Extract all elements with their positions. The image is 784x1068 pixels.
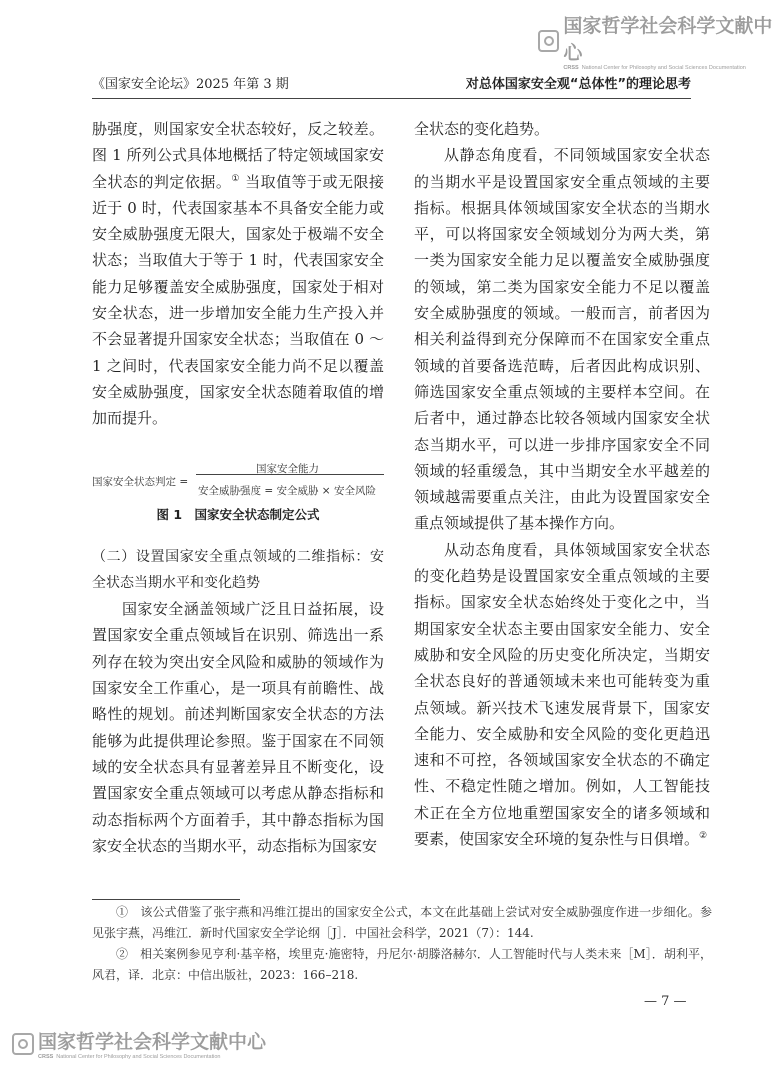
left-column [92, 116, 384, 859]
footnote-2: ② 相关案例参见亨利·基辛格，埃里克·施密特，丹尼尔·胡滕洛赫尔．人工智能时代与人类未来［M］．胡利平，风君，译．北京：中信出版社，2023：166–218. [92, 947, 712, 982]
journal-issue: 《国家安全论坛》2025 年第 3 期 [92, 76, 289, 92]
formula-denominator: 安全威胁强度 = 安全威胁 × 安全风险 [198, 484, 376, 497]
footnote-rule [92, 899, 240, 900]
paragraph: 国家安全涵盖领域广泛且日益拓展，设置国家安全重点领域旨在识别、筛选出一系列存在较为突出安全风险和威胁的领域作为国家安全工作重心，是一项具有前瞻性、战略性的规划。前述判断国家安全状态的方法能够为此提供理论参照。鉴于国家在不同领域的安全状态具有显著差异且不断变化，设置国家安全重点领域可以考虑从静态指标和动态指标两个方面着手，其中静态指标为国家安全状态的当期水平，动态指标为国家安 [92, 600, 384, 855]
logo-name-cn: 国家哲学社会科学文献中心 [38, 1031, 267, 1053]
right-column [414, 116, 710, 852]
page-number: — 7 — [644, 994, 687, 1009]
formula-figure [92, 456, 384, 496]
fraction-bar [196, 474, 384, 475]
paragraph: 全状态的变化趋势。 [414, 120, 550, 138]
article-title: 对总体国家安全观“总体性”的理论思考 [465, 76, 691, 92]
logo-name-cn: 国家哲学社会科学文献中心 [563, 15, 773, 64]
ncpssd-logo-bottom [12, 1027, 266, 1060]
ncpssd-logo-top [538, 11, 784, 71]
ncpssd-logo-icon [538, 30, 559, 52]
logo-name-en: National Center for Philosophy and Social Sciences Documentation [56, 1054, 221, 1060]
formula-lhs: 国家安全状态判定 = [92, 475, 189, 488]
footnote-1: ① 该公式借鉴了张宇燕和冯维江提出的国家安全公式，本文在此基础上尝试对安全威胁强度作进一步细化。参见张宇燕，冯维江．新时代国家安全学论纲［J］．中国社会科学，2021（7）：144. [92, 905, 712, 940]
ncpssd-logo-icon [12, 1033, 34, 1055]
footnote-ref-2[interactable]: ② [699, 831, 708, 842]
paragraph: 从静态角度看，不同领域国家安全状态的当期水平是设置国家安全重点领域的主要指标。根据具体领域国家安全状态的当期水平，可以将国家安全领域划分为两大类，第一类为国家安全能力足以覆盖安全威胁强度的领域，第二类为国家安全能力不足以覆盖安全威胁强度的领域。一般而言，前者因为相关利益得到充分保障而不在国家安全重点领域的首要备选范畴，后者因此构成识别、筛选国家安全重点领域的主要样本空间。在后者中，通过静态比较各领域内国家安全状态当期水平，可以进一步排序国家安全不同领域的轻重缓急，其中当期安全水平越差的领域越需要重点关注，由此为设置国家安全重点领域提供了基本操作方向。 [414, 146, 710, 533]
header-rule [92, 98, 691, 99]
footnotes [92, 902, 712, 986]
footnote-ref-1[interactable]: ① [231, 173, 240, 184]
logo-abbr: CRSS [38, 1054, 54, 1060]
paragraph: 胁强度，则国家安全状态较好，反之较差。图 1 所列公式具体地概括了特定领域国家安全状态的判定依据。① 当取值等于或无限接近于 0 时，代表国家基本不具备安全能力或安全威胁强度无限大，国家处于极端不安全状态；当取值大于等于 1 时，代表国家安全能力足够覆盖安全威胁强度，国家处于相对安全状态，进一步增加安全能力生产投入并不会显著提升国家安全状态；当取值在 0 ～ 1 之间时，代表国家安全能力尚不足以覆盖安全威胁强度，国家安全状态随着取值的增加而提升。 [92, 120, 384, 428]
logo-name-en: National Center for Philosophy and Social Sciences Documentation [581, 65, 746, 71]
logo-abbr: CRSS [563, 65, 579, 71]
running-header [92, 72, 691, 92]
paragraph: 从动态角度看，具体领域国家安全状态的变化趋势是设置国家安全重点领域的主要指标。国家安全状态始终处于变化之中，当期国家安全状态主要由国家安全能力、安全威胁和安全风险的历史变化所决定，当期安全状态良好的普通领域未来也可能转变为重点领域。新兴技术飞速发展背景下，国家安全能力、安全威胁和安全风险的变化更趋迅速和不可控，各领域国家安全状态的不确定性、不稳定性随之增加。例如，人工智能技术正在全方位地重塑国家安全的诸多领域和要素，使国家安全环境的复杂性与日俱增。② [414, 540, 710, 849]
section-subheading: （二）设置国家安全重点领域的二维指标：安全状态当期水平和变化趋势 [92, 548, 384, 591]
figure-caption: 图 1 国家安全状态制定公式 [156, 506, 320, 522]
formula-numerator: 国家安全能力 [256, 462, 319, 475]
